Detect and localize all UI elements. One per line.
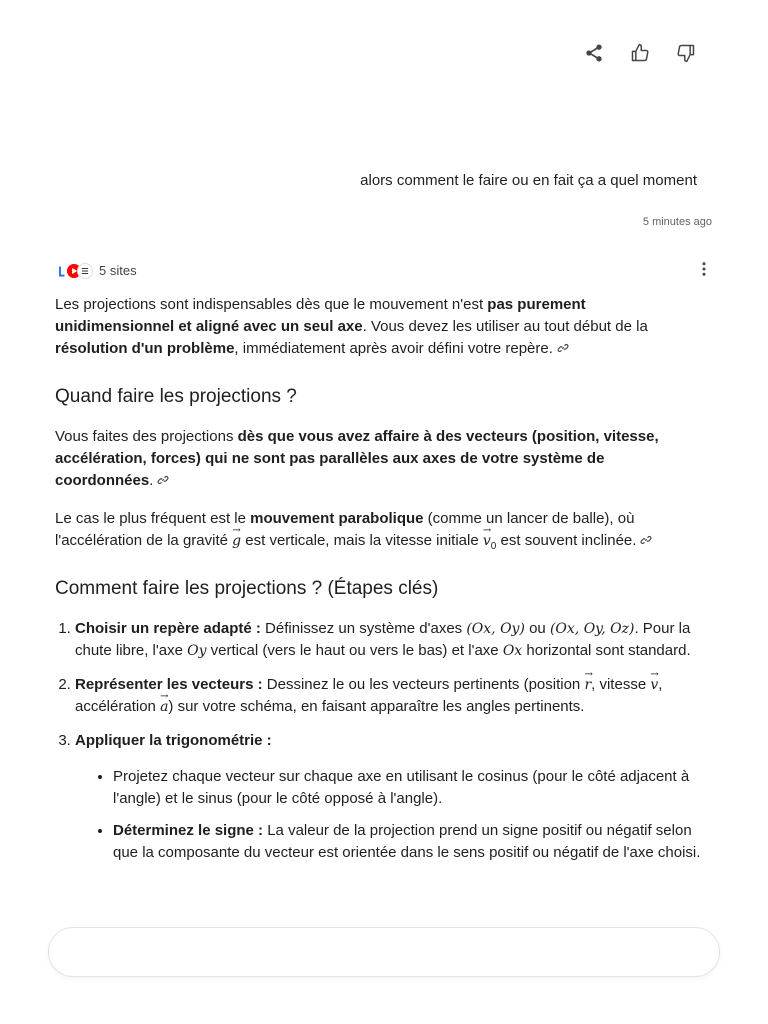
thumbs-up-icon (630, 43, 650, 63)
vector-v: → v (650, 674, 658, 696)
link-icon[interactable] (640, 534, 652, 546)
step-item: 1. Choisir un repère adapté : Définissez un système d'axes (Ox, Oy) ou (Ox, Oy, Oz). Pour la chute libre, l'axe Oy vertical (vers le haut ou vers le bas) et l'axe Ox horizontal sont standard. (75, 618, 705, 662)
more-vert-icon (695, 260, 713, 278)
link-icon[interactable] (557, 342, 569, 354)
vector-a: → a (160, 696, 168, 718)
steps-list (55, 618, 705, 864)
response-body (55, 294, 705, 876)
heading-how: Comment faire les projections ? (Étapes clés) (55, 578, 439, 599)
message-timestamp: 5 minutes ago (642, 216, 712, 228)
when-paragraph-2: Le cas le plus fréquent est le mouvement parabolique (comme un lancer de balle), où l'accélération de la gravité → g est verticale, mais la vitesse initiale → $v_0$ est souvent inclinée. (55, 508, 705, 552)
vector-v0: → v (483, 530, 491, 552)
sources-chip[interactable] (55, 260, 137, 282)
share-button[interactable] (581, 40, 607, 66)
sources-count: 5 sites (99, 263, 137, 278)
thumbs-down-button[interactable] (673, 40, 699, 66)
user-message: alors comment le faire ou en fait ça a quel moment (360, 172, 697, 189)
sub-list-item: • Projetez chaque vecteur sur chaque axe en utilisant le cosinus (pour le côté adjacent à l'angle) et le sinus (pour le côté opposé à l'angle). (113, 766, 705, 810)
document-icon (80, 266, 90, 276)
intro-paragraph: Les projections sont indispensables dès que le mouvement n'est pas purement unidimensionnel et aligné avec un seul axe. Vous devez les utiliser au tout début de la résolution d'un problème, immédiatement après avoir défini votre repère. (55, 296, 648, 357)
sub-list-item: • Déterminez le signe : La valeur de la projection prend un signe positif ou négatif selon que la composante du vecteur est orientée dans le sens positif ou négatif de l'axe choisi. (113, 820, 705, 864)
prompt-input[interactable] (48, 927, 720, 977)
thumbs-up-button[interactable] (627, 40, 653, 66)
more-options-button[interactable] (694, 259, 714, 279)
source-favicon-3 (77, 263, 93, 279)
link-icon[interactable] (157, 474, 169, 486)
response-actions (581, 40, 699, 66)
step-item: 3. Appliquer la trigonométrie : • Projetez chaque vecteur sur chaque axe en utilisant le cosinus (pour le côté adjacent à l'angle) et le sinus (pour le côté opposé à l'angle). • Déterminez le signe : La valeur de la projection prend un signe positif ou négatif selon que la composante du vecteur est orientée dans le sens positif ou négatif de l'axe choisi. (75, 730, 705, 864)
heading-when: Quand faire les projections ? (55, 386, 297, 407)
sub-list (75, 766, 705, 864)
subscript-0: 0 (490, 541, 497, 552)
vector-r: → r (584, 674, 591, 696)
step-item: 2. Représenter les vecteurs : Dessinez le ou les vecteurs pertinents (position → r, vitesse → v, accélération → a) sur votre schéma, en faisant apparaître les angles pertinents. (75, 674, 705, 718)
when-paragraph-1: Vous faites des projections dès que vous avez affaire à des vecteurs (position, vitesse, accélération, forces) qui ne sont pas parallèles aux axes de votre système de coordonnées. (55, 428, 659, 489)
thumbs-down-icon (676, 43, 696, 63)
share-icon (584, 43, 604, 63)
vector-g: → g (232, 530, 241, 552)
